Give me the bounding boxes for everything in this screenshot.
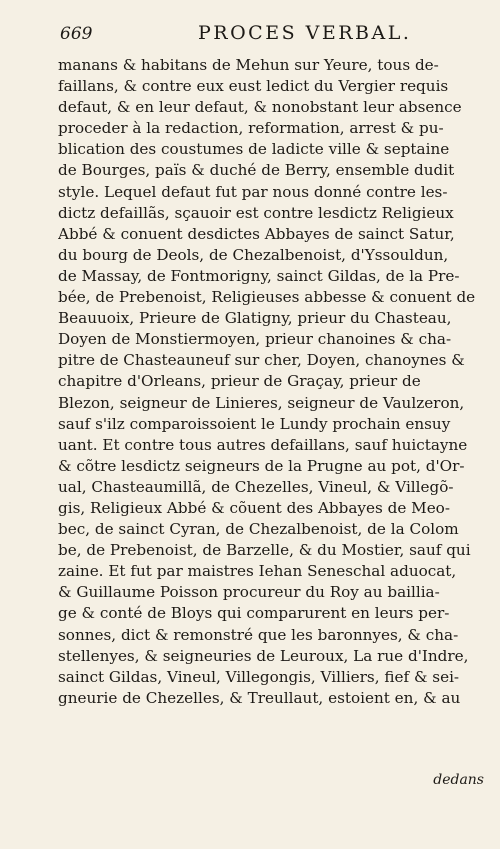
- text-line: gis, Religieux Abbé & cõuent des Abbayes de Meo-: [58, 498, 450, 517]
- text-line: chapitre d'Orleans, prieur de Graçay, prieur de: [58, 372, 421, 391]
- text-line: manans & habitans de Mehun sur Yeure, tous de-: [58, 56, 439, 74]
- text-line: style. Lequel defaut fut par nous donné contre les-: [58, 182, 448, 201]
- text-line: & Guillaume Poisson procureur du Roy au baillia-: [58, 583, 440, 602]
- page-number: 669: [60, 24, 93, 44]
- text-line: gneurie de Chezelles, & Treullaut, estoient en, & au: [58, 688, 461, 707]
- text-line: stellenyes, & seigneuries de Leuroux, La rue d'Indre,: [58, 646, 469, 665]
- text-line: sauf s'ilz comparoissoient le Lundy prochain ensuy: [58, 414, 451, 433]
- text-line: du bourg de Deols, de Chezalbenoist, d'Yssouldun,: [58, 245, 449, 264]
- text-line: pitre de Chasteauneuf sur cher, Doyen, chanoynes &: [58, 351, 465, 370]
- text-line: sonnes, dict & remonstré que les baronnyes, & cha-: [58, 625, 459, 644]
- text-line: proceder à la redaction, reformation, arrest & pu-: [58, 119, 444, 138]
- text-line: Blezon, seigneur de Linieres, seigneur de Vaulzeron,: [58, 393, 465, 412]
- text-line: dictz defaillãs, sçauoir est contre lesdictz Religieux: [58, 203, 454, 222]
- text-line: & cõtre lesdictz seigneurs de la Prugne au pot, d'Or-: [58, 456, 465, 475]
- text-line: Abbé & conuent desdictes Abbayes de sainct Satur,: [58, 224, 455, 243]
- text-line: Doyen de Monstiermoyen, prieur chanoines & cha-: [58, 330, 452, 349]
- text-line: de Bourges, païs & duché de Berry, ensemble dudit: [58, 161, 455, 180]
- text-line: defaut, & en leur defaut, & nonobstant leur absence: [58, 98, 462, 117]
- text-line: be, de Prebenoist, de Barzelle, & du Mostier, sauf qui: [58, 541, 471, 560]
- page-header: [60, 22, 480, 50]
- text-line: ge & conté de Bloys qui comparurent en leurs per-: [58, 604, 450, 623]
- text-line: uant. Et contre tous autres defaillans, sauf huictayne: [58, 435, 468, 454]
- body-text: [58, 55, 488, 709]
- text-line: ual, Chasteaumillã, de Chezelles, Vineul, & Villegõ-: [58, 477, 454, 496]
- text-line: Beauuoix, Prieure de Glatigny, prieur du Chasteau,: [58, 309, 452, 328]
- text-line: bec, de sainct Cyran, de Chezalbenoist, de la Colom: [58, 520, 459, 539]
- text-line: bée, de Prebenoist, Religieuses abbesse & conuent de: [58, 288, 476, 307]
- text-line: de Massay, de Fontmorigny, sainct Gildas, de la Pre-: [58, 266, 460, 285]
- text-line: zaine. Et fut par maistres Iehan Seneschal aduocat,: [58, 562, 457, 581]
- text-line: sainct Gildas, Vineul, Villegongis, Villiers, fief & sei-: [58, 667, 460, 686]
- catchword: dedans: [433, 772, 484, 788]
- text-line: faillans, & contre eux eust ledict du Vergier requis: [58, 77, 449, 96]
- running-title: PROCES VERBAL.: [198, 22, 412, 44]
- text-line: blication des coustumes de ladicte ville & septaine: [58, 140, 450, 159]
